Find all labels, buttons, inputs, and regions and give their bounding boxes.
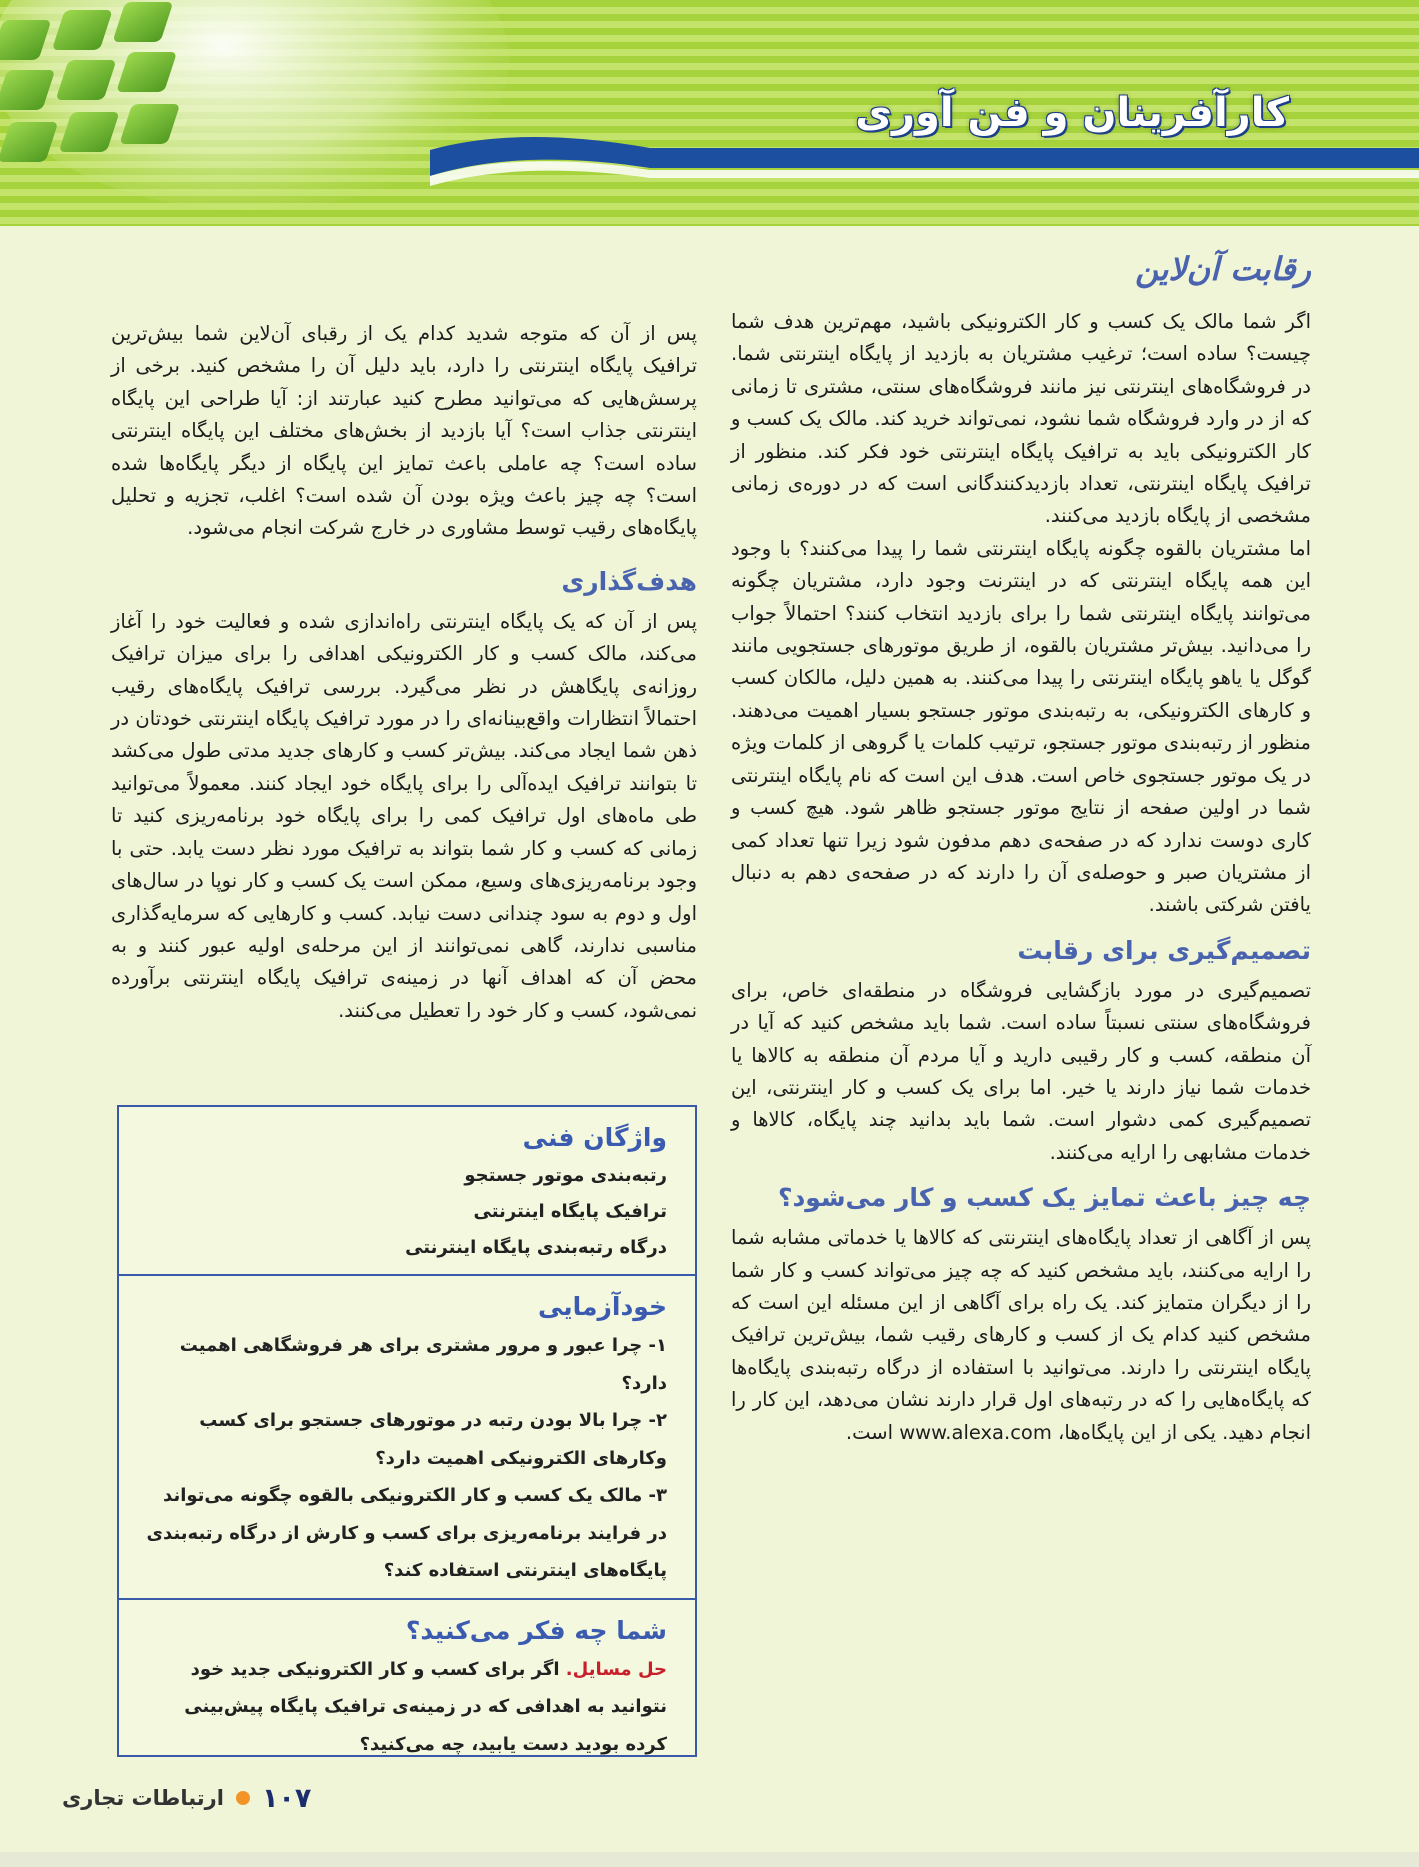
footer-dot-icon	[236, 1791, 250, 1805]
quiz-question: ۳- مالک یک کسب و کار الکترونیکی بالقوه چگونه می‌تواند در فرایند برنامه‌ریزی برای کسب و کارش از درگاه رتبه‌بندی پایگاه‌های اینترنتی استفاده کند؟	[146, 1485, 667, 1581]
think-text: اگر برای کسب و کار الکترونیکی جدید خود نتوانید به اهدافی که در زمینه‌ی ترافیک پایگاه پیش‌بینی کرده بودید دست یابید، چه می‌کنید؟	[184, 1658, 667, 1755]
article-column-left	[111, 318, 697, 1027]
quiz-question: ۲- چرا بالا بودن رتبه در موتورهای جستجو برای کسب وکارهای الکترونیکی اهمیت دارد؟	[199, 1410, 667, 1469]
section-title: کارآفرینان و فن آوری	[855, 90, 1289, 136]
article-title: رقابت آن‌لاین	[1135, 250, 1311, 288]
page-footer	[62, 1778, 311, 1818]
think-title: شما چه فکر می‌کنید؟	[405, 1615, 667, 1645]
quiz-section	[119, 1274, 695, 1598]
goal-paragraph: پس از آن که یک پایگاه اینترنتی راه‌اندازی شده و فعالیت خود را آغاز می‌کند، مالک کسب و کار الکترونیکی اهدافی را برای میزان ترافیک روزانه‌ی پایگاهش در نظر می‌گیرد. بررسی ترافیک پایگاه‌های رقیب احتمالاً انتظارات واقع‌بینانه‌ای را در مورد ترافیک پایگاه اینترنتی خودتان در ذهن شما ایجاد می‌کند. بیش‌تر کسب و کارهای جدید مدتی طول می‌کشد تا بتوانند ترافیک ایده‌آلی را برای پایگاه خود ایجاد کنند. معمولاً می‌توانید طی ماه‌های اول ترافیک کمی را برای پایگاه خود برنامه‌ریزی کنید تا زمانی که کسب و کار شما بتواند به ترافیک مورد نظر دست یابد. حتی با وجود برنامه‌ریزی‌های وسیع، ممکن است یک کسب و کار نوپا در سال‌های اول و دوم به سود چندانی دست نیابد. کسب و کارهایی که سرمایه‌گذاری مناسبی ندارند، گاهی نمی‌توانند از این مرحله‌ی اولیه عبور کنند و به محض آن که اهداف آنها در زمینه‌ی ترافیک پایگاه اینترنتی برآورده نمی‌شود، کسب و کار خود را تعطیل می‌کنند.	[111, 609, 697, 1022]
glossary-item: درگاه رتبه‌بندی پایگاه اینترنتی	[405, 1237, 667, 1258]
page-number: ۱۰۷	[261, 1782, 312, 1814]
header-banner	[0, 0, 1419, 226]
glossary-item: رتبه‌بندی موتور جستجو	[464, 1165, 667, 1186]
quiz-title: خودآزمایی	[537, 1292, 667, 1321]
think-label: حل مسایل.	[565, 1658, 667, 1680]
review-sidebar-box	[117, 1105, 697, 1757]
goal-heading: هدف‌گذاری	[561, 566, 697, 596]
think-section	[119, 1598, 695, 1772]
intro-paragraph: اگر شما مالک یک کسب و کار الکترونیکی باشید، مهم‌ترین هدف شما چیست؟ ساده است؛ ترغیب مشتریان به بازدید از پایگاه اینترنتی شما. در فروشگاه‌های اینترنتی نیز مانند فروشگاه‌های سنتی، مشتری تا زمانی که از در وارد فروشگاه شما نشود، نمی‌تواند خرید کند. مالک یک کسب و کار الکترونیکی باید به ترافیک پایگاه اینترنتی خود فکر کند. منظور از ترافیک پایگاه اینترنتی، تعداد بازدیدکنندگانی است که در دوره‌ی زمانی مشخصی از پایگاه بازدید می‌کنند.	[731, 310, 1311, 528]
bottom-strip	[0, 1852, 1419, 1867]
decision-heading: تصمیم‌گیری برای رقابت	[1017, 935, 1311, 965]
glossary-item: ترافیک پایگاه اینترنتی	[473, 1201, 667, 1222]
think-question	[139, 1651, 667, 1764]
glossary-title: واژگان فنی	[522, 1123, 667, 1152]
article-column-right	[731, 250, 1311, 1449]
intro-paragraph: اما مشتریان بالقوه چگونه پایگاه اینترنتی شما را پیدا می‌کنند؟ با وجود این همه پایگاه اینترنتی که در اینترنت وجود دارد، مشتریان چگونه می‌توانند پایگاه اینترنتی شما را برای بازدید انتخاب کنند؟ احتمالاً جواب را می‌دانید. بیش‌تر مشتریان بالقوه، از طریق موتورهای جستجویی مانند گوگل یا یاهو پایگاه اینترنتی را پیدا می‌کنند. به همین دلیل، مالکان کسب و کارهای الکترونیکی، به رتبه‌بندی موتور جستجو بسیار اهمیت می‌دهند. منظور از رتبه‌بندی موتور جستجو، ترتیب کلمات یا گروهی از کلمات ویژه در یک موتور جستجوی خاص است. هدف این است که نام پایگاه اینترنتی شما در اولین صفحه از نتایج موتور جستجو ظاهر شود. هیچ کسب و کاری دوست ندارد که در صفحه‌ی دهم مدفون شود زیرا تنها تعداد کمی از مشتریان صبر و حوصله‌ی آن را دارند که در صفحه‌ی دهم به دنبال یافتن شرکتی باشند.	[731, 536, 1311, 917]
distinguish-heading: چه چیز باعث تمایز یک کسب و کار می‌شود؟	[777, 1183, 1311, 1213]
keyboard-keys	[0, 2, 180, 162]
magazine-name: ارتباطات تجاری	[62, 1786, 224, 1810]
quiz-question: ۱- چرا عبور و مرور مشتری برای هر فروشگاهی اهمیت دارد؟	[179, 1335, 667, 1394]
distinguish-paragraph-cont: پس از آن که متوجه شدید کدام یک از رقبای آن‌لاین شما بیش‌ترین ترافیک پایگاه اینترنتی را دارد، باید دلیل آن را مشخص کنید. برخی از پرسش‌هایی که می‌توانید مطرح کنید عبارتند از: آیا طراحی این پایگاه اینترنتی جذاب است؟ آیا بازدید از بخش‌های مختلف این پایگاه اینترنتی ساده است؟ چه عاملی باعث تمایز این پایگاه از دیگر پایگاه‌ها شده است؟ چه چیز باعث ویژه بودن آن شده است؟ اغلب، تجزیه و تحلیل پایگاه‌های رقیب توسط مشاوری در خارج شرکت انجام می‌شود.	[111, 322, 697, 540]
glossary-section	[119, 1107, 695, 1274]
decision-paragraph: تصمیم‌گیری در مورد بازگشایی فروشگاه در منطقه‌ای خاص، برای فروشگاه‌های سنتی نسبتاً ساده است. شما باید مشخص کنید که آیا در آن منطقه، کسب و کار رقیبی دارید و آیا مردم آن منطقه به کالاها یا خدمات شما نیاز دارند یا خیر. اما برای یک کسب و کار اینترنتی، این تصمیم‌گیری کمی دشوار است. شما باید بدانید چند پایگاه، کالاها و خدمات مشابهی را ارایه می‌کنند.	[731, 978, 1311, 1164]
distinguish-paragraph: پس از آگاهی از تعداد پایگاه‌های اینترنتی که کالاها یا خدماتی مشابه شما را ارایه می‌کنند، باید مشخص کنید که چه چیز می‌تواند کسب و کار شما را از دیگران متمایز کند. یک راه برای آگاهی از این مسئله این است که مشخص کنید کدام یک از کسب و کارهای رقیب شما، بیش‌ترین ترافیک پایگاه اینترنتی را دارند. می‌توانید با استفاده از درگاه رتبه‌بندی پایگاه‌ها که پایگاه‌هایی را که در رتبه‌های اول قرار دارند نشان می‌دهد، این کار را انجام دهید. یکی از این پایگاه‌ها، www.alexa.com است.	[731, 1226, 1311, 1444]
